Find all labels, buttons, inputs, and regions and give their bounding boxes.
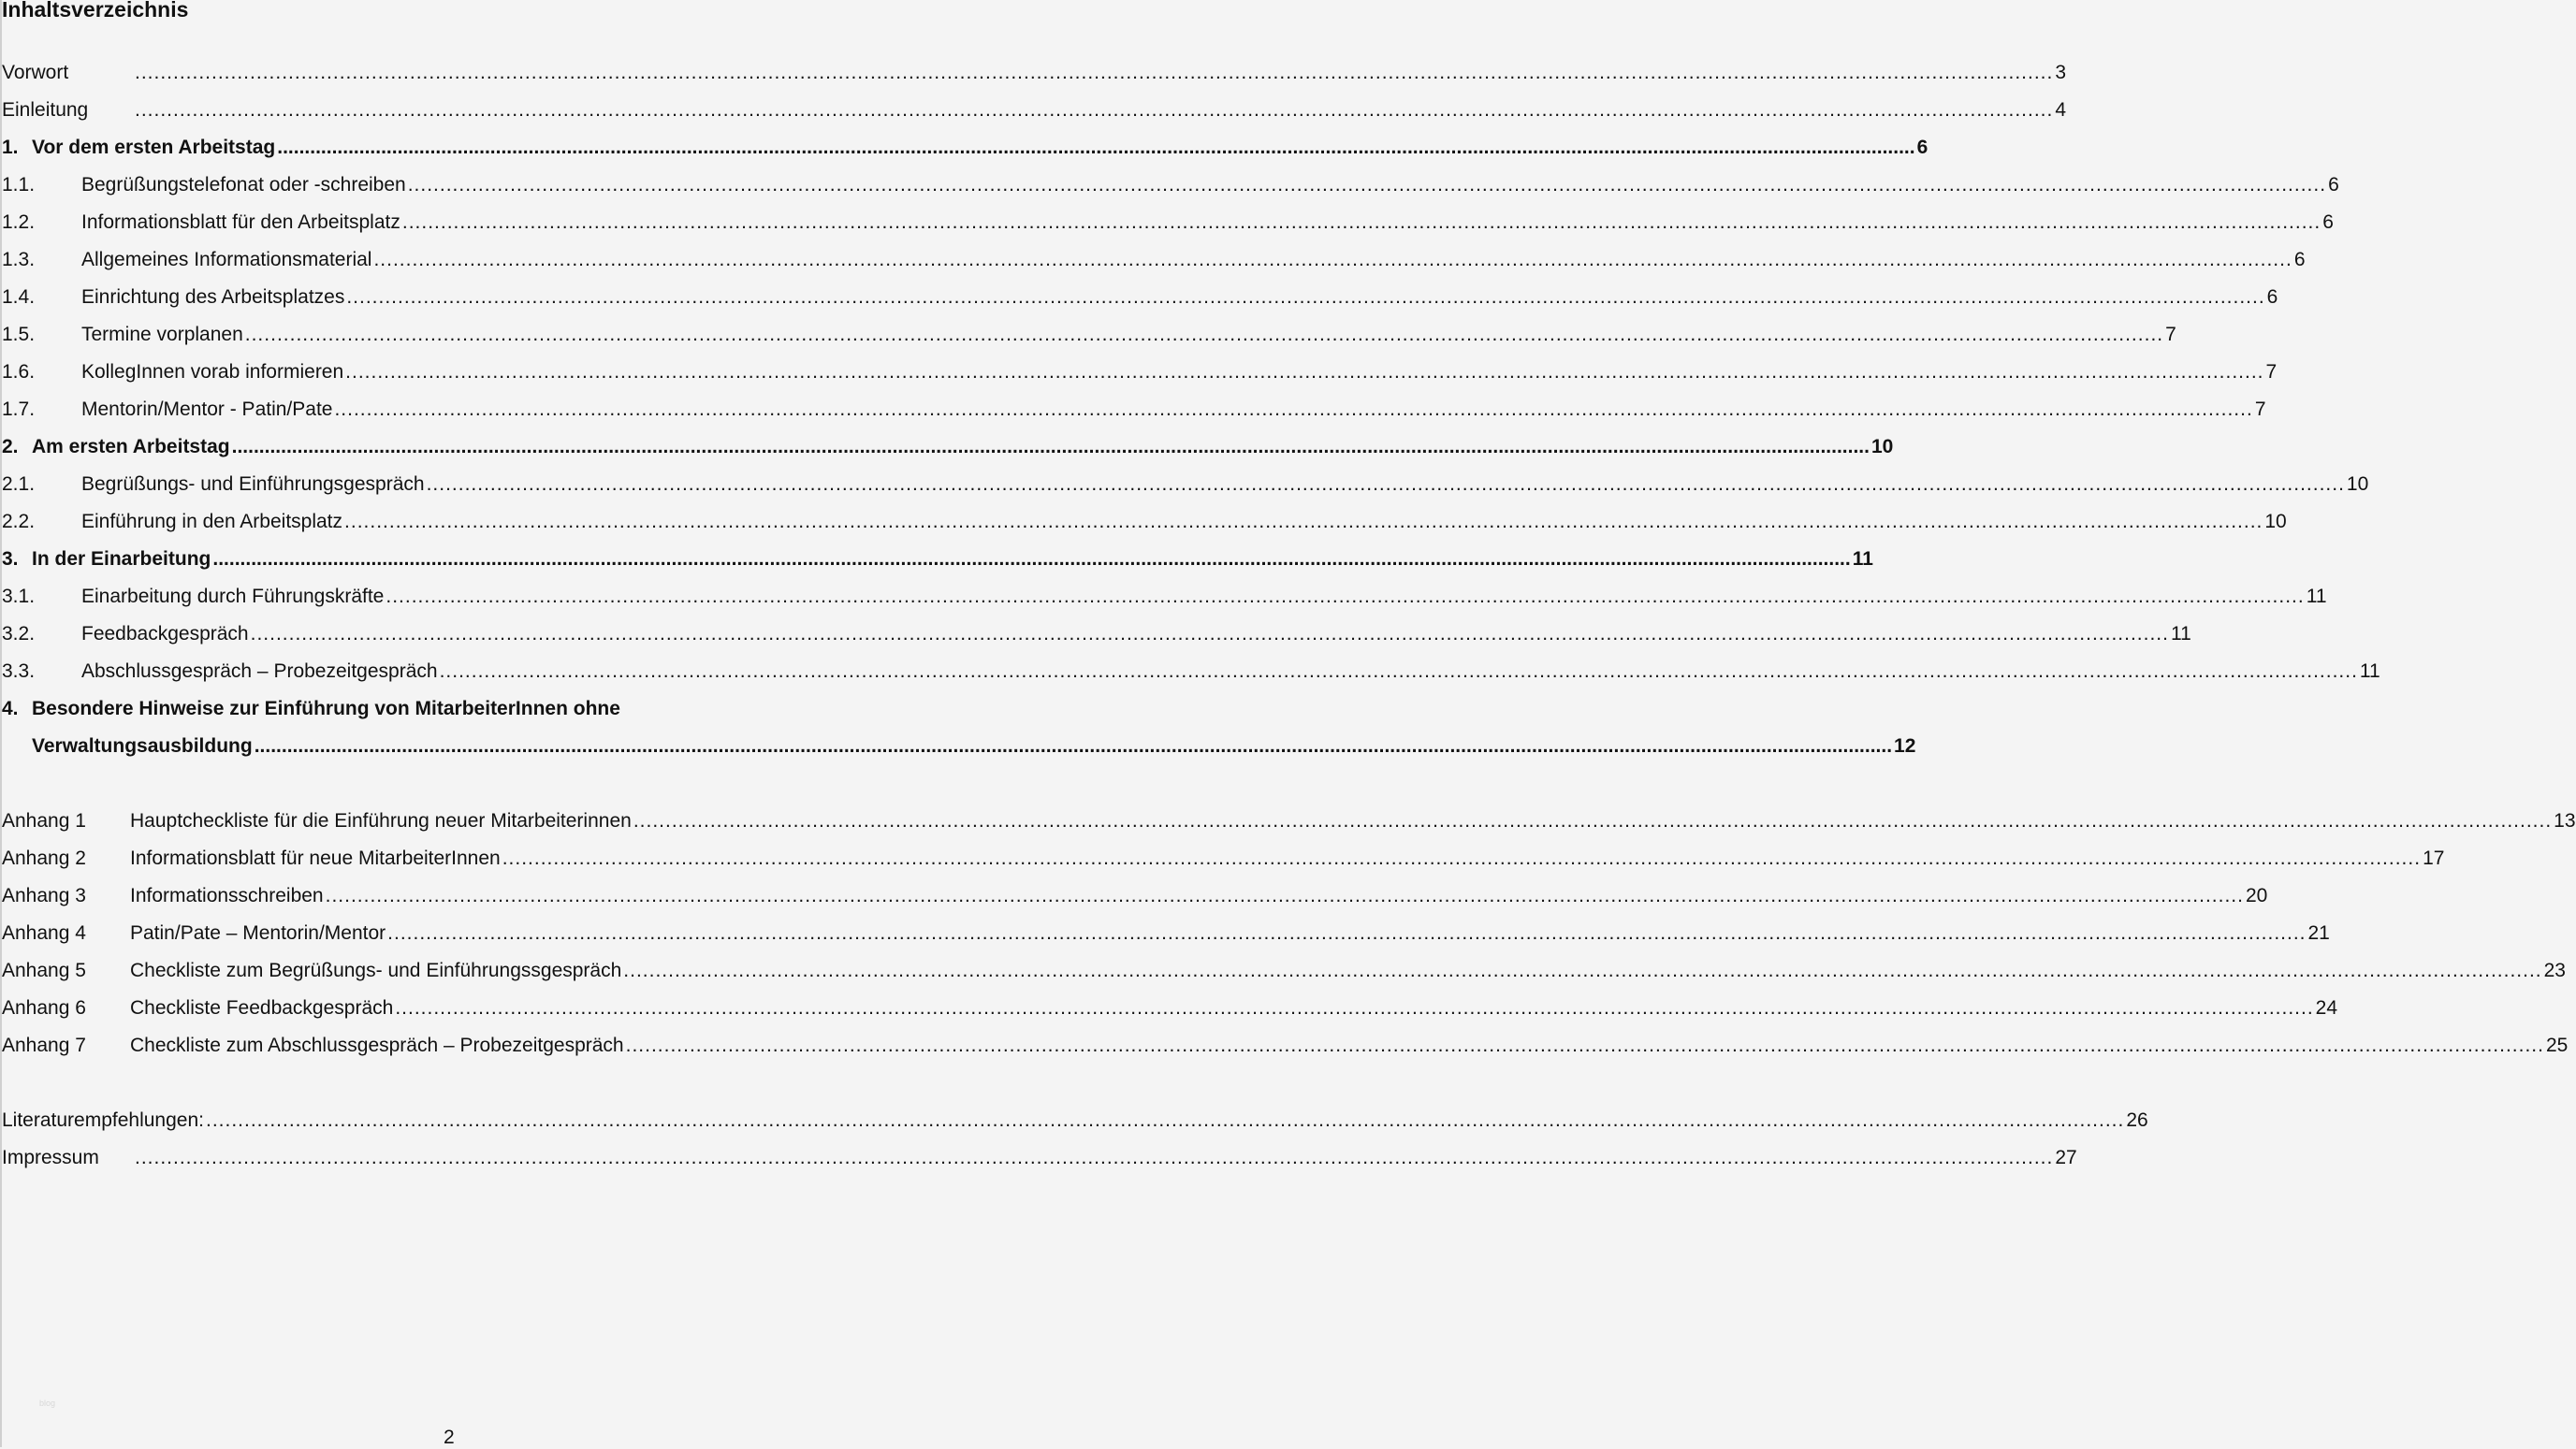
entry-number: 4. [2,698,19,719]
entry-number: Anhang 3 [2,885,86,906]
entry-page-number: 10 [2346,473,2369,495]
dot-leader: ............................................................................................................................................................................................................................................................................................................ [325,885,2244,906]
dot-leader: ............................................................................................................................................................................................................................................................................................................ [373,249,2292,270]
entry-title: Einleitung [2,99,89,121]
entry-page-number: 7 [2265,361,2278,383]
dot-leader: ............................................................................................................................................................................................................................................................................................................ [244,324,2164,345]
dot-leader: ............................................................................................................................................................................................................................................................................................................ [387,922,2307,944]
dot-leader: ............................................................................................................................................................................................................................................................................................................ [250,623,2169,645]
dot-leader: ............................................................................................................................................................................................................................................................................................................ [135,99,2054,121]
entry-title: Allgemeines Informationsmaterial [81,249,372,270]
entry-number: 2. [2,436,19,457]
toc-entry[interactable] [2,690,898,728]
entry-number: 1.2. [2,211,36,233]
entry-number: 1.5. [2,324,36,345]
dot-leader: ............................................................................................................................................................................................................................................................................................................ [623,960,2542,981]
entry-title: Termine vorplanen [81,324,243,345]
entry-page-number: 11 [1852,548,1873,570]
entry-page-number: 6 [2328,174,2339,196]
toc-entry[interactable] [2,167,2339,204]
dot-leader: ............................................................................................................................................................................................................................................................................................................ [334,398,2253,420]
entry-page-number: 21 [2307,922,2330,944]
dot-leader: ............................................................................................................................................................................................................................................................................................................ [135,1147,2054,1168]
entry-number: Anhang 7 [2,1035,86,1056]
toc-entry[interactable] [2,877,2268,915]
toc-entry[interactable] [2,92,2067,129]
entry-title: In der Einarbeitung [32,548,211,570]
dot-leader: ............................................................................................................................................................................................................................................................................................................ [502,848,2422,869]
toc-entry[interactable] [2,466,2369,503]
entry-title: Patin/Pate – Mentorin/Mentor [130,922,386,944]
toc-entry[interactable] [2,578,2327,616]
entry-page-number: 3 [2055,62,2067,83]
entry-title: Begrüßungstelefonat oder -schreiben [81,174,406,196]
entry-page-number: 6 [2266,286,2278,308]
entry-title: Am ersten Arbeitstag [32,436,230,457]
entry-title: Hauptcheckliste für die Einführung neuer Mitarbeiterinnen [130,810,632,832]
entry-title: Besondere Hinweise zur Einführung von MitarbeiterInnen ohne [32,698,620,719]
entry-number: 1.1. [2,174,36,196]
dot-leader: ............................................................................................................................................................................................................................................................................................................ [633,810,2553,832]
toc-entry[interactable] [2,803,2576,840]
entry-page-number: 23 [2543,960,2566,981]
entry-page-number: 7 [2254,398,2266,420]
toc-entry[interactable] [2,728,1916,765]
entry-page-number: 24 [2315,997,2338,1019]
entry-number: 3.1. [2,586,36,607]
entry-number: Anhang 2 [2,848,86,869]
entry-title: Checkliste Feedbackgespräch [130,997,394,1019]
entry-number: 3. [2,548,19,570]
toc-entry[interactable] [2,204,2334,241]
dot-leader: ............................................................................................................................................................................................................................................................................................................ [426,473,2345,495]
entry-number: 3.2. [2,623,36,645]
spacer [2,765,898,803]
entry-number: 2.2. [2,511,36,532]
page-title: Inhaltsverzeichnis [2,0,189,22]
dot-leader: ............................................................................................................................................................................................................................................................................................................ [135,62,2054,83]
toc-entry[interactable] [2,279,2278,316]
toc-entry[interactable] [2,1139,2077,1177]
watermark: blog [39,1398,56,1408]
entry-number: 2.1. [2,473,36,495]
toc-entry[interactable] [2,54,2067,92]
toc-entry[interactable] [2,616,2191,653]
toc-entry[interactable] [2,354,2278,391]
entry-title: Vor dem ersten Arbeitstag [32,137,276,158]
entry-page-number: 10 [2264,511,2287,532]
dot-leader: ............................................................................................................................................................................................................................................................................................................ [346,286,2265,308]
dot-leader: ............................................................................................................................................................................................................................................................................................................ [277,137,1915,158]
entry-title: Checkliste zum Abschlussgespräch – Probezeitgespräch [130,1035,624,1056]
entry-number: Anhang 6 [2,997,86,1019]
dot-leader: ............................................................................................................................................................................................................................................................................................................ [386,586,2305,607]
entry-title: KollegInnen vorab informieren [81,361,344,383]
entry-page-number: 11 [2170,623,2191,645]
entry-number: 1. [2,137,19,158]
entry-page-number: 26 [2126,1109,2148,1131]
entry-number: 1.4. [2,286,36,308]
dot-leader: ............................................................................................................................................................................................................................................................................................................ [231,436,1870,457]
entry-number: Anhang 4 [2,922,86,944]
entry-title: Einführung in den Arbeitsplatz [81,511,343,532]
entry-number: 1.6. [2,361,36,383]
toc-entry[interactable] [2,541,1873,578]
toc-entry[interactable] [2,503,2287,541]
dot-leader: ............................................................................................................................................................................................................................................................................................................ [345,361,2264,383]
entry-page-number: 11 [2359,660,2380,682]
dot-leader: ............................................................................................................................................................................................................................................................................................................ [254,735,1893,757]
entry-page-number: 4 [2055,99,2067,121]
toc-entry[interactable] [2,129,1928,167]
entry-title: Einarbeitung durch Führungskräfte [81,586,385,607]
entry-title: Checkliste zum Begrüßungs- und Einführungssgespräch [130,960,622,981]
entry-number: Anhang 1 [2,810,86,832]
entry-number: 1.3. [2,249,36,270]
entry-title: Mentorin/Mentor - Patin/Pate [81,398,333,420]
toc-entry[interactable] [2,840,2445,877]
entry-page-number: 6 [2322,211,2334,233]
entry-title: Literaturempfehlungen: [2,1109,204,1131]
table-of-contents [2,54,2576,1177]
dot-leader: ............................................................................................................................................................................................................................................................................................................ [344,511,2263,532]
dot-leader: ............................................................................................................................................................................................................................................................................................................ [212,548,1851,570]
toc-entry[interactable] [2,952,2566,990]
entry-title: Informationsschreiben [130,885,324,906]
entry-page-number: 17 [2423,848,2445,869]
entry-title: Einrichtung des Arbeitsplatzes [81,286,345,308]
entry-number: 3.3. [2,660,36,682]
entry-page-number: 20 [2245,885,2268,906]
toc-entry[interactable] [2,428,1894,466]
page-number: 2 [444,1427,455,1448]
entry-page-number: 11 [2306,586,2327,607]
entry-title: Abschlussgespräch – Probezeitgespräch [81,660,438,682]
toc-entry[interactable] [2,391,2266,428]
dot-leader: ............................................................................................................................................................................................................................................................................................................ [407,174,2327,196]
entry-title: Impressum [2,1147,99,1168]
toc-entry[interactable] [2,990,2338,1027]
entry-title: Feedbackgespräch [81,623,249,645]
entry-title: Begrüßungs- und Einführungsgespräch [81,473,425,495]
entry-title: Verwaltungsausbildung [32,735,253,757]
toc-entry[interactable] [2,316,2176,354]
entry-page-number: 6 [1916,137,1928,158]
entry-page-number: 25 [2545,1035,2569,1056]
spacer [2,1065,898,1102]
toc-entry[interactable] [2,1027,2569,1065]
entry-page-number: 10 [1870,436,1894,457]
entry-page-number: 7 [2165,324,2176,345]
toc-entry[interactable] [2,1102,2148,1139]
toc-entry[interactable] [2,915,2330,952]
dot-leader: ............................................................................................................................................................................................................................................................................................................ [625,1035,2544,1056]
dot-leader: ............................................................................................................................................................................................................................................................................................................ [439,660,2358,682]
entry-page-number: 6 [2293,249,2306,270]
entry-title: Vorwort [2,62,69,83]
entry-page-number: 12 [1894,735,1916,757]
entry-number: Anhang 5 [2,960,86,981]
toc-entry[interactable] [2,241,2306,279]
entry-number: 1.7. [2,398,36,420]
entry-page-number: 13 [2554,810,2576,832]
dot-leader: ............................................................................................................................................................................................................................................................................................................ [205,1109,2125,1131]
dot-leader: ............................................................................................................................................................................................................................................................................................................ [401,211,2321,233]
toc-entry[interactable] [2,653,2380,690]
entry-title: Informationsblatt für neue MitarbeiterInnen [130,848,501,869]
entry-title: Informationsblatt für den Arbeitsplatz [81,211,400,233]
entry-page-number: 27 [2055,1147,2077,1168]
dot-leader: ............................................................................................................................................................................................................................................................................................................ [395,997,2314,1019]
